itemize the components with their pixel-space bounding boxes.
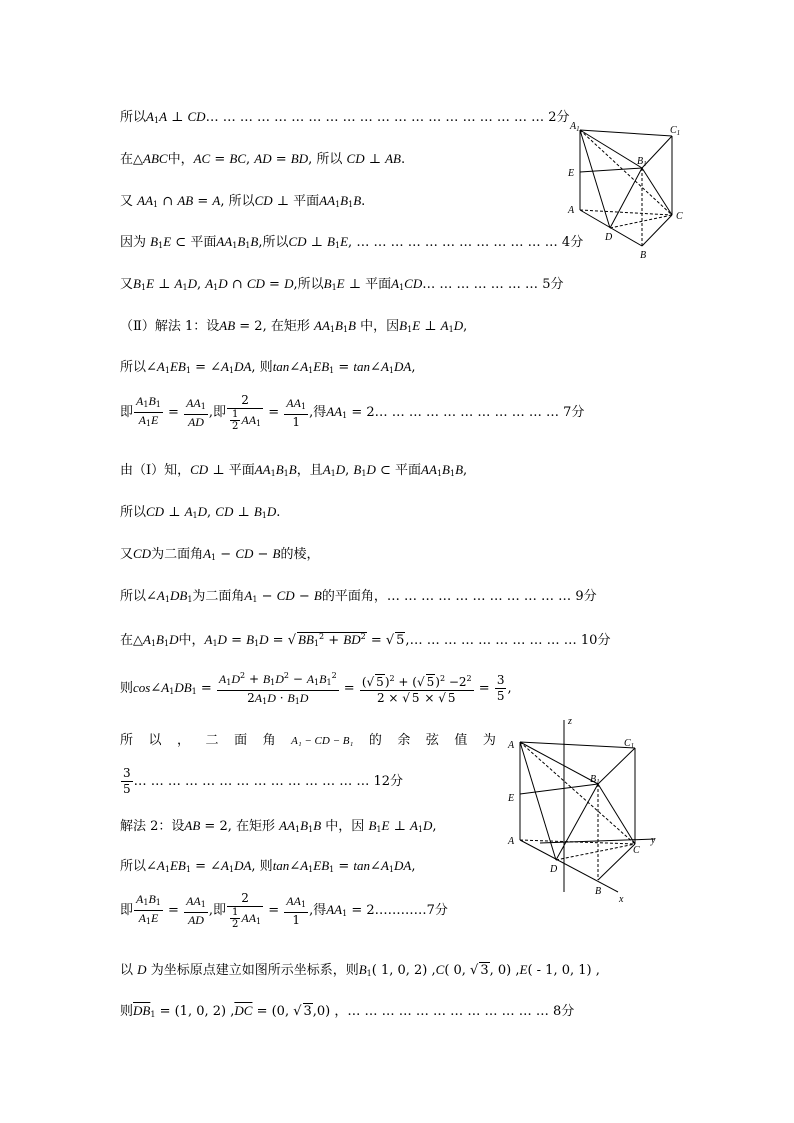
label-e: E: [508, 793, 515, 804]
edge-a1d: [580, 130, 610, 228]
proof-line-6: （Ⅱ）解法 1：设AB = 2, 在矩形 $AA_1B_1B$ 中，因$B_1E$ ⊥ $A_1D$,: [120, 318, 468, 334]
label-d: D: [550, 864, 558, 875]
label-e: E: [568, 168, 575, 179]
proof-line-12: 所以$\angle A_1DB_1$为二面角$A_1$ − CD − B的平面角，… … … … … … … … … … … 9分: [120, 588, 597, 604]
proof-line-16: $\frac{3}{5}$ … … … … … … … … … … … … … … 12分: [123, 766, 404, 796]
proof-line-1: 所以$A_1A$ ⊥ CD… … … … … … … … … … … … … … … … … … … … 2分: [120, 109, 570, 125]
label-a: A: [508, 836, 515, 847]
label-b1: $B_1$: [637, 156, 647, 168]
edge-db1: [610, 168, 642, 228]
edge-bc: [598, 844, 635, 880]
label-c1: $C_1$: [624, 738, 635, 750]
edge-eb1: [580, 168, 642, 172]
edge-b1c: [598, 784, 635, 844]
proof-line-7: 所以$\angle A_1EB_1$ = $\angle A_1DA$, 则$\tan\angle A_1EB_1$ = $\tan\angle A_1DA$,: [120, 359, 416, 375]
label-c: C: [676, 211, 683, 222]
proof-line-17: 解法 2：设AB = 2, 在矩形 $AA_1B_1B$ 中，因 $B_1E$ ⊥ $A_1D$,: [120, 818, 437, 834]
proof-line-15: 所 以 ， 二 面 角 A₁ − CD − B₁ 的 余 弦 值 为: [120, 733, 496, 748]
proof-line-9: 由（Ⅰ）知，CD ⊥ 平面$AA_1B_1B$，且$A_1D$, $B_1D$ ⊂ 平面$AA_1B_1B$,: [120, 462, 468, 478]
edge-dc: [556, 844, 635, 860]
edge-a1c: [580, 130, 672, 215]
figure-prism-2: [500, 712, 670, 907]
label-y: y: [651, 835, 656, 846]
label-a1: $A_1$: [570, 121, 580, 133]
proof-line-19: 即 $\frac{A_1B_1}{A_1E}$ = $\frac{AA_1}{AD}$ ,即 2 $\frac{1}{2}$ $AA_1$ = $\frac{AA_1}{1}$ ,得$AA_1$ = 2…………7分: [120, 891, 448, 930]
proof-line-10: 所以CD ⊥ $A_1D$, CD ⊥ $B_1D$.: [120, 504, 281, 520]
proof-line-18: 所以$\angle A_1EB_1$ = $\angle A_1DA$, 则$\tan\angle A_1EB_1$ = $\tan\angle A_1DA$,: [120, 858, 416, 874]
edge-a1c1: [580, 130, 672, 136]
proof-line-20: 以 D 为坐标原点建立如图所示坐标系，则$B_1$( 1, 0, 2) ,C( 0, √ 3, 0) ,E( - 1, 0, 1) ,: [120, 962, 600, 978]
proof-line-14: 则$\cos\angle A_1DB_1$ = $\frac{A_1D^2 + B_1D^2 - A_1B_1^2}{2A_1D \cdot B_1D}$ = $\frac{(√ 5)^2 + (√ 5)^2 -2^2}{2 \times √ 5 \times √ 5}$ = $\frac{3}{5}$ ,: [120, 668, 512, 712]
label-b: B: [595, 886, 602, 897]
proof-line-11: 又CD为二面角$A_1$ − CD − B的棱，: [120, 546, 320, 562]
edge-dc: [610, 215, 672, 228]
edge-b1c1: [598, 748, 635, 784]
proof-line-8: 即 $\frac{A_1B_1}{A_1E}$ = $\frac{AA_1}{AD}$ ,即 2 $\frac{1}{2}$ $AA_1$ = $\frac{AA_1}{1}$ ,得$AA_1$ = 2… … … … … … … … … … … 7分: [120, 393, 585, 432]
proof-line-5: 又$B_1E$ ⊥ $A_1D$, $A_1D$ ∩ CD = D,所以$B_1E$ ⊥ 平面$A_1CD\dots$ … … … … … … 5分: [120, 276, 564, 292]
edge-eb1: [520, 784, 598, 794]
proof-line-2: 在△ABC中，AC = BC, AD = BD, 所以 CD ⊥ AB.: [120, 151, 406, 167]
proof-line-13: 在$\triangle A_1B_1D$中，$A_1D = B_1D$ = √ $BB_1^2 + BD^2$ = √ 5,… … … … … … … … … … 10分: [120, 632, 611, 648]
label-b: B: [640, 250, 647, 261]
label-a: A: [568, 205, 575, 216]
label-a1: A: [508, 740, 515, 751]
label-x: x: [619, 894, 624, 905]
label-c: C: [633, 845, 640, 856]
edge-ab-x: [520, 840, 618, 892]
edge-a1b1: [520, 742, 598, 784]
label-d: D: [605, 232, 613, 243]
proof-line-21: 则$\overline{DB}_1 = (1$, 0, 2) $,\overline{DC} = (0$, √ 3,0) ，… … … … … … … … … … … … 8分: [120, 1003, 575, 1019]
proof-line-4: 因为 $B_1E$ ⊂ 平面$AA_1B_1B$,所以CD ⊥ $B_1E$, … … … … … … … … … … … … 4分: [120, 234, 584, 250]
label-z: z: [568, 716, 572, 727]
edge-a1c: [520, 742, 635, 844]
edge-a1c1: [520, 742, 635, 748]
label-c1: $C_1$: [670, 125, 681, 137]
proof-line-3: 又 $AA_1$ ∩ AB = A, 所以CD ⊥ 平面$AA_1B_1B$.: [120, 193, 366, 209]
edge-db1: [556, 784, 598, 860]
label-b1: $B_1$: [590, 774, 600, 786]
edge-a1b1: [580, 130, 642, 168]
edge-bc: [642, 215, 672, 246]
edge-ac: [580, 210, 672, 215]
